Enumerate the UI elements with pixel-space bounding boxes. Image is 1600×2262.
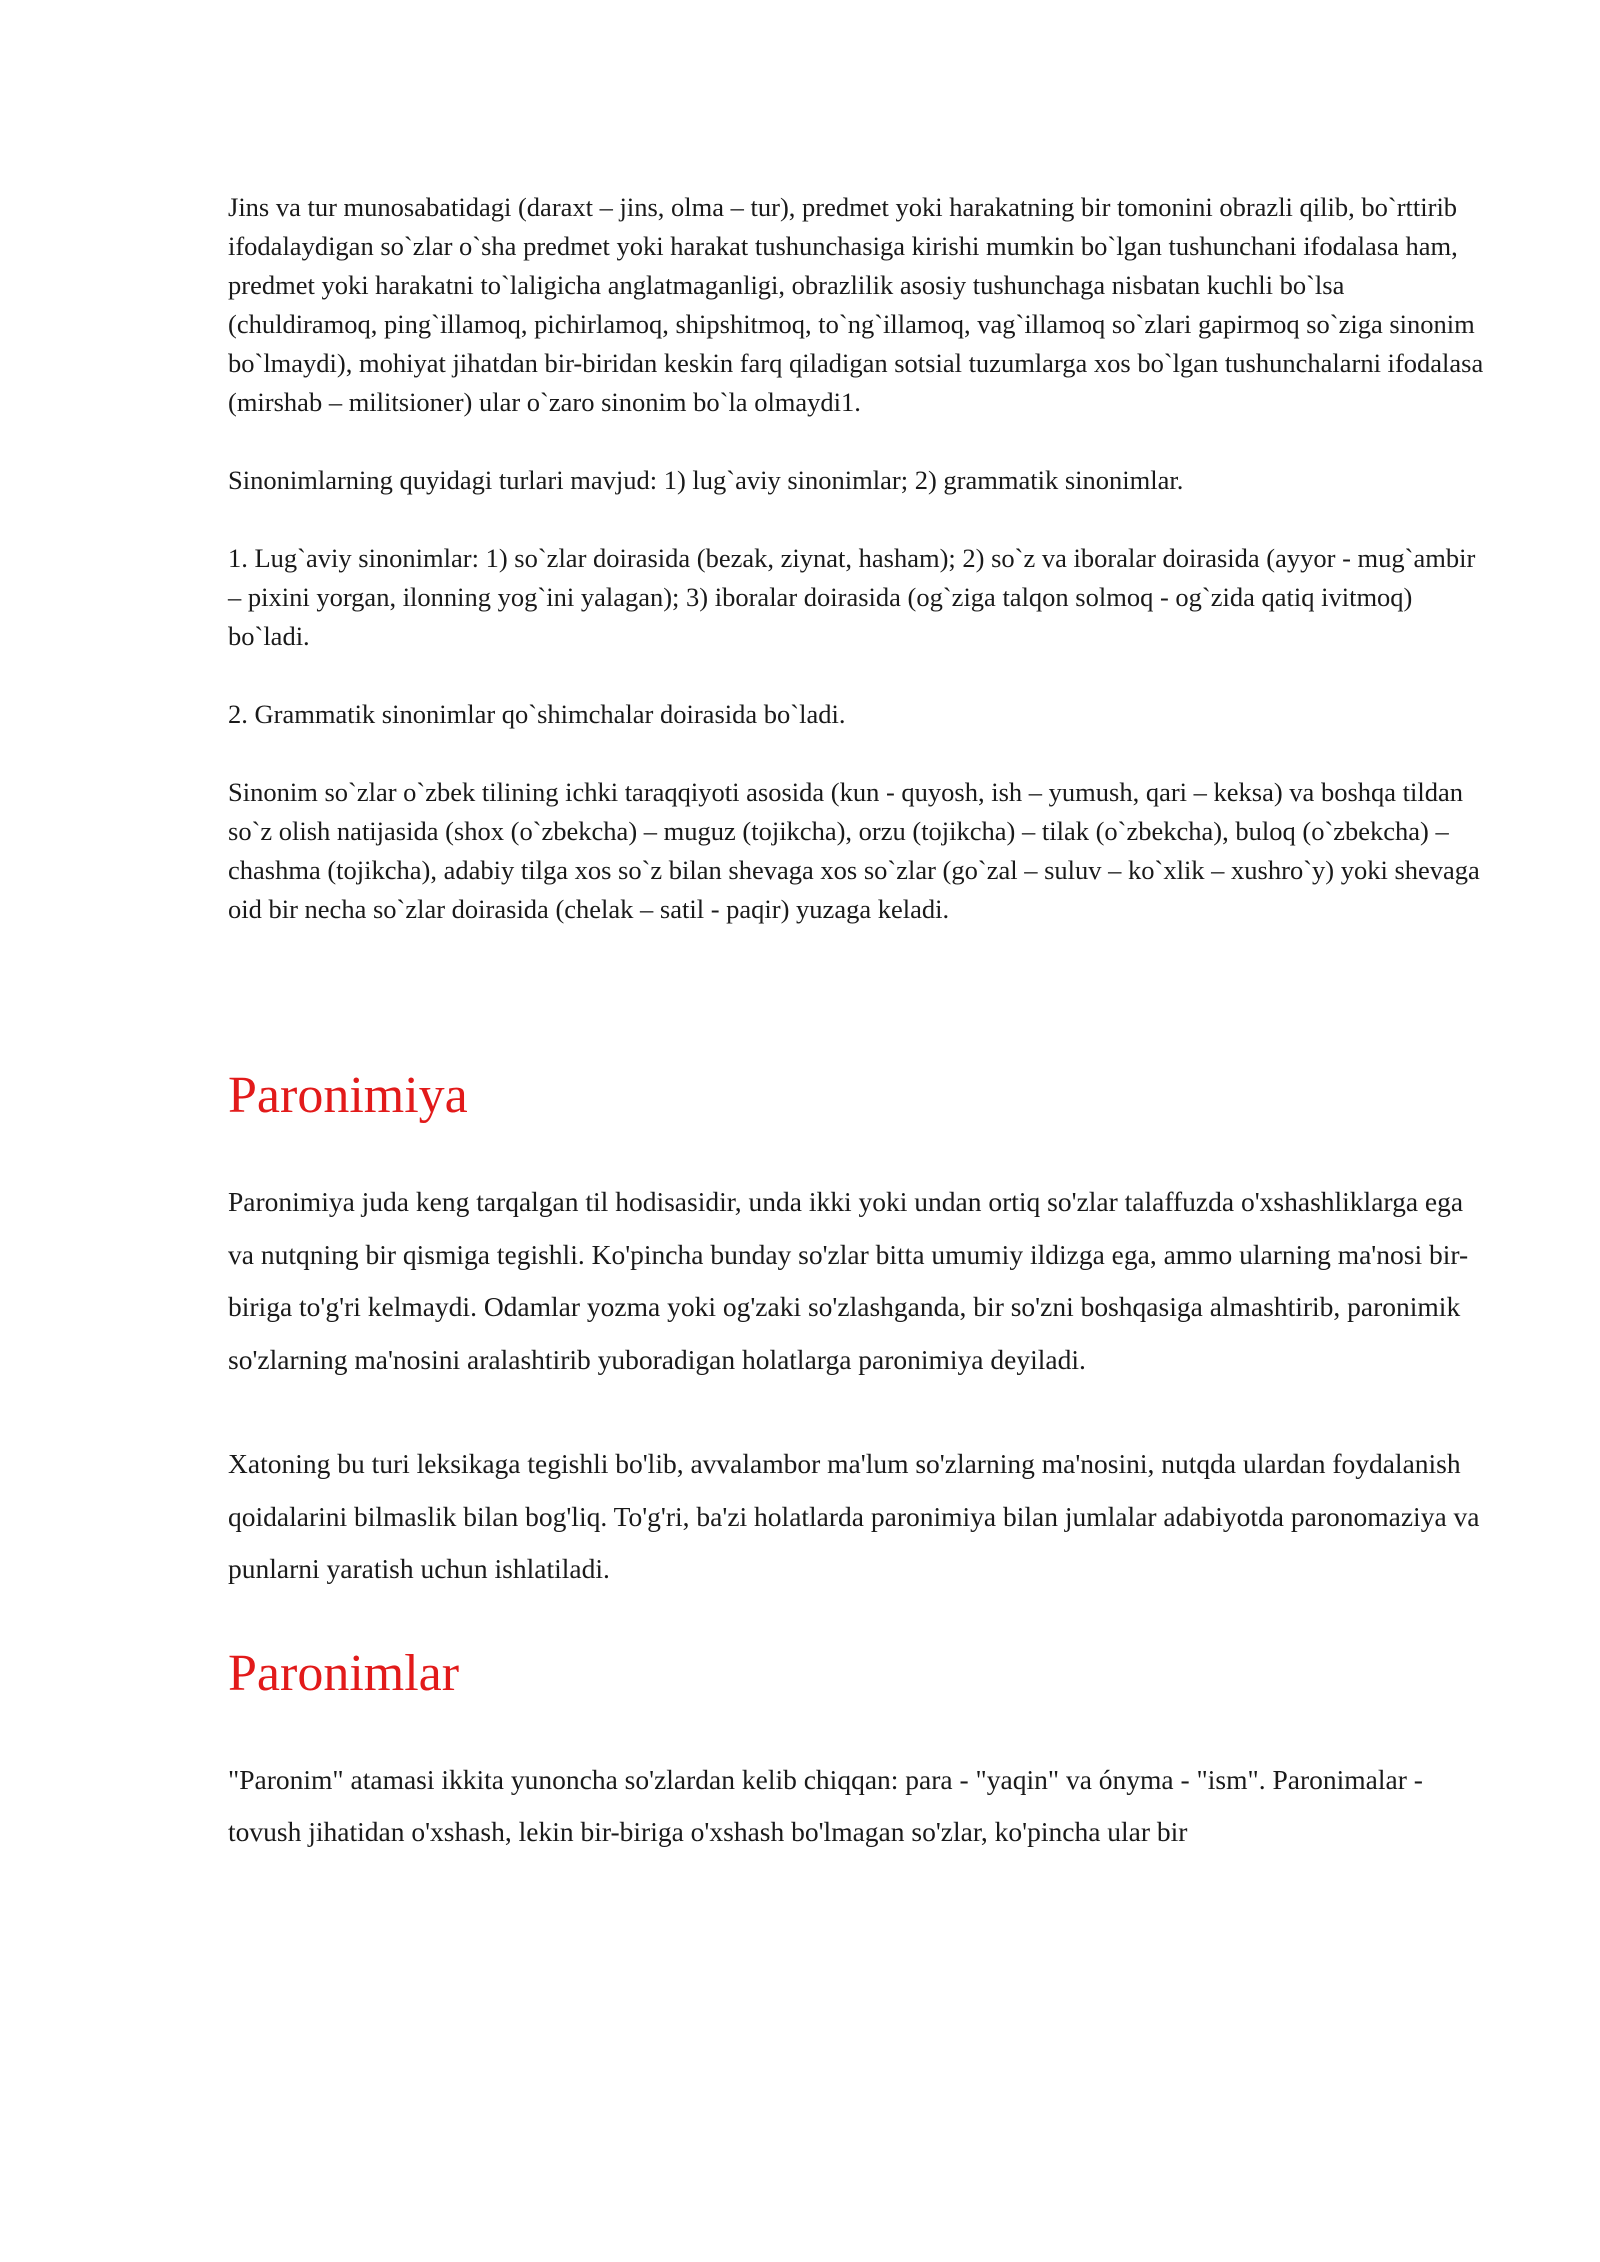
paronimlar-section bbox=[228, 1644, 1490, 1859]
body-paragraph: Jins va tur munosabatidagi (daraxt – jins, olma – tur), predmet yoki harakatning bir tomonini obrazli qilib, bo`rttirib ifodalaydigan so`zlar o`sha predmet yoki harakat tushunchasiga kirishi mumkin bo`lgan tushunchani ifodalasa ham, predmet yoki harakatni to`laligicha anglatmaganligi, obrazlilik asosiy tushunchaga nisbatan kuchli bo`lsa (chuldiramoq, ping`illamoq, pichirlamoq, shipshitmoq, to`ng`illamoq, vag`illamoq so`zlari gapirmoq so`ziga sinonim bo`lmaydi), mohiyat jihatdan bir-biridan keskin farq qiladigan sotsial tuzumlarga xos bo`lgan tushunchalarni ifodalasa (mirshab – militsioner) ular o`zaro sinonim bo`la olmaydi1. bbox=[228, 192, 1484, 417]
body-paragraph: "Paronim" atamasi ikkita yunoncha so'zlardan kelib chiqqan: para - "yaqin" va ónyma - "ism". Paronimalar - tovush jihatidan o'xshash, lekin bir-biriga o'xshash bo'lmagan so'zlar, ko'pincha ular bir bbox=[228, 1763, 1423, 1847]
paronimiya-section bbox=[228, 1066, 1490, 1596]
body-paragraph: 1. Lug`aviy sinonimlar: 1) so`zlar doirasida (bezak, ziynat, hasham); 2) so`z va iboralar doirasida (ayyor - mug`ambir – pixini yorgan, ilonning yog`ini yalagan); 3) iboralar doirasida (og`ziga talqon solmoq - og`zida qatiq ivitmoq) bo`ladi. bbox=[228, 543, 1476, 651]
body-paragraph: Xatoning bu turi leksikaga tegishli bo'lib, avvalambor ma'lum so'zlarning ma'nosini, nutqda ulardan foydalanish qoidalarini bilmaslik bilan bog'liq. To'g'ri, ba'zi holatlarda paronimiya bilan jumlalar adabiyotda paronomaziya va punlarni yaratish uchun ishlatiladi. bbox=[228, 1448, 1480, 1584]
body-paragraph: Sinonim so`zlar o`zbek tilining ichki taraqqiyoti asosida (kun - quyosh, ish – yumush, qari – keksa) va boshqa tildan so`z olish natijasida (shox (o`zbekcha) – muguz (tojikcha), orzu (tojikcha) – tilak (o`zbekcha), buloq (o`zbekcha) – chashma (tojikcha), adabiy tilga xos so`z bilan shevaga xos so`zlar (go`zal – suluv – ko`xlik – xushro`y) yoki shevaga oid bir necha so`zlar doirasida (chelak – satil - paqir) yuzaga keladi. bbox=[228, 777, 1480, 924]
body-paragraph: Sinonimlarning quyidagi turlari mavjud: 1) lug`aviy sinonimlar; 2) grammatik sinonimlar. bbox=[228, 465, 1184, 495]
section-heading-paronimiya: Paronimiya bbox=[228, 1067, 468, 1124]
body-paragraph: Paronimiya juda keng tarqalgan til hodisasidir, unda ikki yoki undan ortiq so'zlar talaffuzda o'xshashliklarga ega va nutqning bir qismiga tegishli. Ko'pincha bunday so'zlar bitta umumiy ildizga ega, ammo ularning ma'nosi bir-biriga to'g'ri kelmaydi. Odamlar yozma yoki og'zaki so'zlashganda, bir so'zni boshqasiga almashtirib, paronimik so'zlarning ma'nosini aralashtirib yuboradigan holatlarga paronimiya deyiladi. bbox=[228, 1186, 1469, 1375]
sinonim-section bbox=[228, 188, 1490, 929]
section-heading-paronimlar: Paronimlar bbox=[228, 1644, 460, 1702]
document-page bbox=[228, 188, 1490, 1859]
body-paragraph: 2. Grammatik sinonimlar qo`shimchalar doirasida bo`ladi. bbox=[228, 699, 846, 729]
